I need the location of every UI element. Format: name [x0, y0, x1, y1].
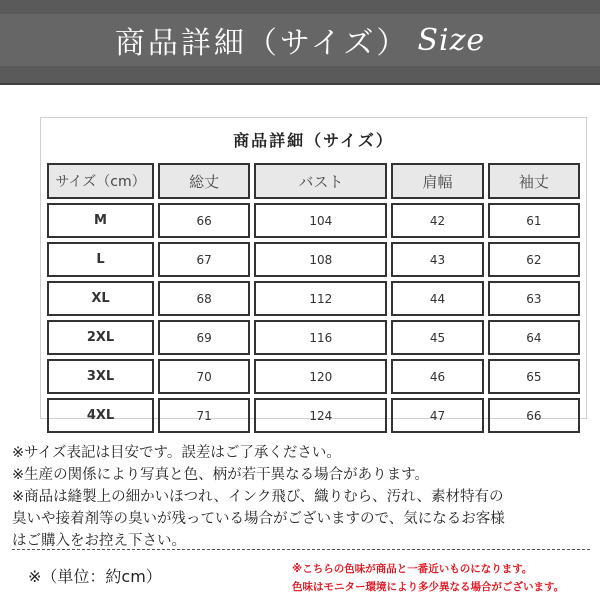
table-row: [47, 242, 580, 277]
cell-sleeve: 63: [488, 281, 580, 316]
header-shoulder: 肩幅: [391, 163, 483, 199]
color-disclaimer: [292, 560, 597, 596]
note-line: ※生産の関係により写真と色、柄が若干異なる場合があります。: [12, 467, 429, 483]
header-banner: [0, 0, 600, 85]
cell-sleeve: 65: [488, 359, 580, 394]
cell-shoulder: 47: [391, 398, 483, 433]
banner-title: 商品詳細（サイズ）: [114, 26, 410, 61]
header-bust: バスト: [254, 163, 387, 199]
cell-bust: 120: [254, 359, 387, 394]
table-row: [47, 398, 580, 433]
dashed-divider: [12, 549, 590, 550]
cell-sleeve: 61: [488, 203, 580, 238]
header-sleeve: 袖丈: [488, 163, 580, 199]
cell-size: M: [47, 203, 154, 238]
note-line: はご購入をお控え下さい。: [12, 533, 186, 549]
note-line: ※サイズ表記は目安です。誤差はご了承ください。: [12, 445, 341, 461]
cell-sleeve: 62: [488, 242, 580, 277]
cell-sleeve: 64: [488, 320, 580, 355]
cell-shoulder: 46: [391, 359, 483, 394]
banner-band: [0, 14, 600, 66]
banner-script-text: Size: [417, 22, 486, 58]
cell-size: 3XL: [47, 359, 154, 394]
cell-shoulder: 44: [391, 281, 483, 316]
cell-bust: 104: [254, 203, 387, 238]
cell-length: 69: [158, 320, 250, 355]
table-row: [47, 320, 580, 355]
cell-shoulder: 42: [391, 203, 483, 238]
cell-size: XL: [47, 281, 154, 316]
cell-size: 4XL: [47, 398, 154, 433]
note-line: ※商品は縫製上の細かいほつれ、インク飛び、織りむら、汚れ、素材特有の: [12, 489, 504, 505]
cell-length: 66: [158, 203, 250, 238]
notes-block: [12, 442, 590, 552]
table-row: [47, 203, 580, 238]
cell-shoulder: 43: [391, 242, 483, 277]
table-header-row: [47, 163, 580, 199]
table-row: [47, 359, 580, 394]
header-length: 総丈: [158, 163, 250, 199]
unit-note: ※（単位：約cm）: [28, 567, 162, 586]
cell-shoulder: 45: [391, 320, 483, 355]
cell-length: 67: [158, 242, 250, 277]
disclaimer-line: ※こちらの色味が商品と一番近いものになります。: [292, 563, 533, 575]
disclaimer-line: 色味はモニター環境により多少異なる場合がございます。: [292, 581, 565, 593]
table-title: 商品詳細（サイズ）: [233, 131, 394, 150]
cell-bust: 108: [254, 242, 387, 277]
cell-bust: 116: [254, 320, 387, 355]
header-size: サイズ（cm）: [47, 163, 154, 199]
cell-bust: 112: [254, 281, 387, 316]
cell-length: 68: [158, 281, 250, 316]
size-table-frame: [40, 117, 587, 423]
cell-size: 2XL: [47, 320, 154, 355]
cell-bust: 124: [254, 398, 387, 433]
cell-length: 71: [158, 398, 250, 433]
table-row: [47, 281, 580, 316]
cell-sleeve: 66: [488, 398, 580, 433]
note-line: 臭いや接着剤等の臭いが残っている場合がございますので、気になるお客様: [12, 511, 505, 527]
cell-length: 70: [158, 359, 250, 394]
cell-size: L: [47, 242, 154, 277]
size-table: [43, 159, 584, 437]
